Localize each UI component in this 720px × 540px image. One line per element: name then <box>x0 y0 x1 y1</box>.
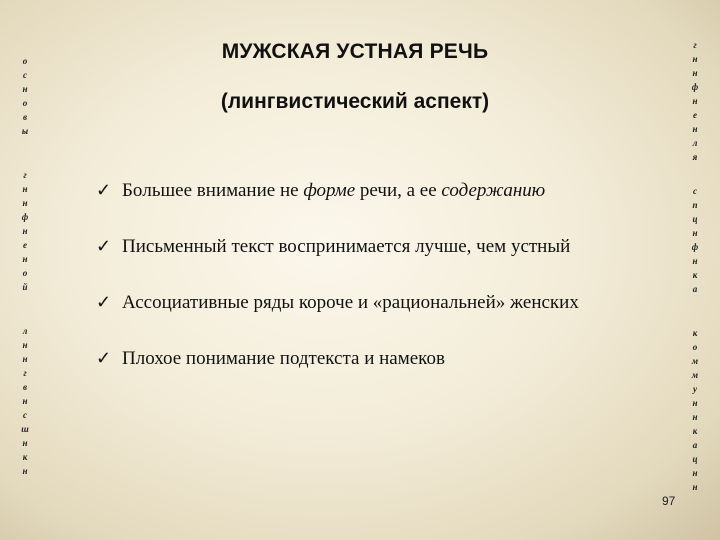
bullet-text <box>122 292 579 314</box>
left-decor-letter: н <box>22 226 28 236</box>
page-number: 97 <box>662 494 676 508</box>
left-decor-letter: г <box>23 368 27 378</box>
right-decor-letter: н <box>692 228 698 238</box>
left-decor-letter: н <box>22 396 28 406</box>
left-decor-letter: в <box>22 382 28 392</box>
right-decor-column-3 <box>688 326 702 494</box>
right-decor-letter: е <box>693 110 697 120</box>
left-decor-letter: н <box>22 354 28 364</box>
right-decor-letter: ф <box>691 82 699 92</box>
right-decor-letter: ц <box>692 454 698 464</box>
text-run: речи, а ее <box>355 180 442 201</box>
slide-title: МУЖСКАЯ УСТНАЯ РЕЧЬ <box>221 40 489 63</box>
left-decor-letter: о <box>22 56 28 66</box>
right-decor-letter: н <box>692 256 698 266</box>
left-decor-letter: н <box>22 466 28 476</box>
right-decor-letter: а <box>692 440 698 450</box>
right-decor-letter: н <box>692 468 698 478</box>
right-decor-letter: к <box>692 328 698 338</box>
right-decor-letter: с <box>693 186 697 196</box>
right-decor-letter: ф <box>691 242 699 252</box>
right-decor-letter: м <box>691 356 699 366</box>
left-decor-column-1 <box>18 54 32 138</box>
left-decor-letter: о <box>22 98 28 108</box>
left-decor-letter: н <box>22 254 28 264</box>
bullet-item <box>96 348 676 404</box>
left-decor-letter: в <box>22 112 28 122</box>
left-decor-letter: н <box>22 84 28 94</box>
left-decor-letter: с <box>23 70 27 80</box>
right-decor-letter: у <box>693 384 697 394</box>
bullet-item <box>96 180 676 236</box>
bullet-list <box>96 180 676 404</box>
right-decor-letter: н <box>692 54 698 64</box>
left-decor-letter: н <box>22 340 28 350</box>
right-decor-column-2 <box>688 184 702 296</box>
left-decor-letter: о <box>22 268 28 278</box>
bullet-item <box>96 236 676 292</box>
emphasis-text: содержанию <box>441 180 546 201</box>
text-run: Плохое понимание подтекста и намеков <box>122 348 445 369</box>
left-decor-letter: е <box>23 240 27 250</box>
left-decor-letter: л <box>22 326 28 336</box>
bullet-text <box>122 348 445 370</box>
right-decor-letter: я <box>692 152 698 162</box>
right-decor-letter: п <box>692 200 698 210</box>
right-decor-letter: л <box>692 138 698 148</box>
right-decor-letter: к <box>692 426 698 436</box>
right-decor-letter: н <box>692 482 698 492</box>
right-decor-letter: ц <box>692 214 698 224</box>
checkmark-icon: ✓ <box>96 180 112 200</box>
right-decor-letter: о <box>692 342 698 352</box>
left-decor-letter: н <box>22 184 28 194</box>
right-decor-letter: н <box>692 96 698 106</box>
checkmark-icon: ✓ <box>96 236 112 256</box>
right-decor-letter: н <box>692 398 698 408</box>
right-decor-letter: к <box>692 270 698 280</box>
checkmark-icon: ✓ <box>96 292 112 312</box>
right-decor-letter: н <box>692 68 698 78</box>
bullet-text <box>122 236 570 258</box>
left-decor-letter: й <box>22 282 28 292</box>
left-decor-letter: г <box>23 170 27 180</box>
slide-subtitle: (лингвистический аспект) <box>220 90 490 113</box>
right-decor-letter: а <box>692 284 698 294</box>
left-decor-letter: ы <box>21 126 29 136</box>
left-decor-letter: ф <box>21 212 29 222</box>
left-decor-letter: с <box>23 410 27 420</box>
left-decor-column-2 <box>18 168 32 294</box>
emphasis-text: форме <box>303 180 356 201</box>
bullet-item <box>96 292 676 348</box>
bullet-text <box>122 180 545 202</box>
right-decor-letter: м <box>691 370 699 380</box>
left-decor-letter: н <box>22 438 28 448</box>
checkmark-icon: ✓ <box>96 348 112 368</box>
left-decor-column-3 <box>18 324 32 478</box>
right-decor-column-1 <box>688 38 702 164</box>
right-decor-letter: н <box>692 124 698 134</box>
left-decor-letter: к <box>22 452 28 462</box>
left-decor-letter: н <box>22 198 28 208</box>
left-decor-letter: ш <box>21 424 29 434</box>
right-decor-letter: н <box>692 412 698 422</box>
text-run: Письменный текст воспринимается лучше, чем устный <box>122 236 571 257</box>
text-run: Ассоциативные ряды короче и «рациональней» женских <box>122 292 579 313</box>
right-decor-letter: г <box>693 40 697 50</box>
text-run: Бoльшее внимание не <box>122 180 304 201</box>
